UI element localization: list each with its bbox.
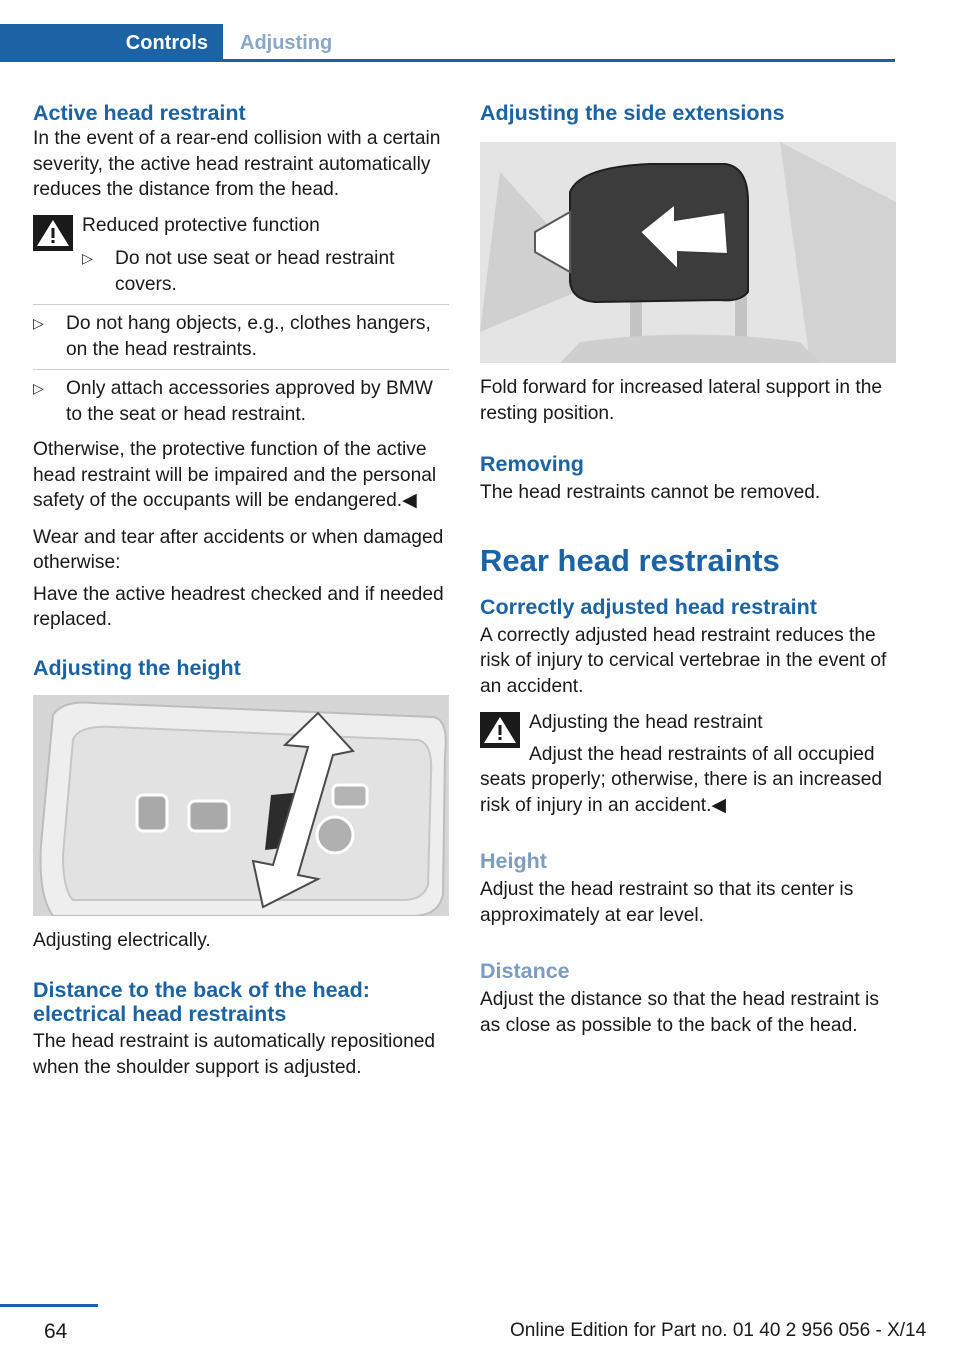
head-restraint-image: [480, 142, 896, 363]
distance-heading: Distance: [480, 959, 570, 983]
height-caption: Adjusting electrically.: [33, 929, 211, 951]
divider: [33, 304, 449, 305]
list-item: [33, 311, 449, 362]
distance-text: Adjust the distance so that the head restraint is as close as possible to the back of the head.: [480, 989, 879, 1036]
bullet-triangle-icon: ▷: [33, 380, 44, 396]
warning-icon: [33, 215, 73, 251]
adjusting-height-heading: Adjusting the height: [33, 655, 241, 680]
correctly-adjusted-text: A correctly adjusted head restraint reduces the risk of injury to cervical vertebrae in the event of an accident.: [480, 624, 887, 697]
side-extensions-caption: Fold forward for increased lateral support in the resting position.: [480, 377, 883, 424]
list-item: [82, 246, 449, 297]
seat-controls-illustration: [33, 695, 449, 916]
tab-adjusting[interactable]: [240, 24, 332, 62]
height-text: Adjust the head restraint so that its center is approximately at ear level.: [480, 879, 854, 926]
tab-controls-label: Controls: [125, 31, 208, 54]
otherwise-text: Otherwise, the protective function of the active head restraint will be impaired and the personal safety of the occupants will be endangered.◀: [33, 439, 437, 511]
list-item-text: Only attach accessories approved by BMW to the seat or head restraint.: [66, 378, 433, 425]
list-item-text: Do not use seat or head restraint covers.: [115, 248, 395, 295]
active-head-restraint-text: In the event of a rear-end collision with a certain severity, the active head restraint automatically reduces the distance from the head.: [33, 128, 441, 200]
wear-text: Wear and tear after accidents or when damaged otherwise:: [33, 526, 444, 573]
bullet-triangle-icon: ▷: [33, 315, 44, 331]
height-heading: Height: [480, 849, 547, 873]
warning-title: Adjusting the head restraint: [529, 712, 763, 733]
header-rule: [0, 59, 895, 62]
correctly-adjusted-heading: Correctly adjusted head restraint: [480, 594, 817, 619]
warning-icon: [480, 712, 520, 748]
left-column: [33, 100, 449, 1080]
bullet-triangle-icon: ▷: [82, 250, 93, 266]
active-head-restraint-heading: Active head restraint: [33, 101, 246, 125]
rear-head-restraints-heading: Rear head restraints: [480, 542, 780, 578]
removing-text: The head restraints cannot be removed.: [480, 482, 821, 503]
warning-text: Adjust the head restraints of all occupied seats properly; otherwise, there is an increased risk of injury in an accident.◀: [480, 743, 883, 816]
tab-controls[interactable]: [0, 24, 223, 62]
seat-controls-image: [33, 695, 449, 916]
footer-rule: [0, 1304, 98, 1307]
list-item: [33, 376, 449, 427]
side-extensions-illustration: [480, 142, 896, 363]
right-column: [480, 100, 896, 1038]
warning-block: [33, 213, 449, 298]
removing-heading: Removing: [480, 452, 584, 476]
edition-footer: Online Edition for Part no. 01 40 2 956 056 - X/14: [510, 1320, 927, 1341]
page-number: 64: [44, 1320, 68, 1343]
list-item-text: Do not hang objects, e.g., clothes hangers, on the head restraints.: [66, 313, 431, 360]
warning-title: Reduced protective function: [82, 214, 320, 236]
have-checked-text: Have the active headrest checked and if needed replaced.: [33, 583, 444, 630]
warning-block: [480, 710, 896, 736]
divider: [33, 369, 449, 370]
tab-adjusting-label: Adjusting: [240, 32, 333, 54]
side-extensions-heading: Adjusting the side extensions: [480, 101, 785, 125]
distance-electrical-heading: Distance to the back of the head: electrical head restraints: [33, 978, 370, 1026]
distance-electrical-text: The head restraint is automatically repositioned when the shoulder support is adjusted.: [33, 1031, 436, 1078]
